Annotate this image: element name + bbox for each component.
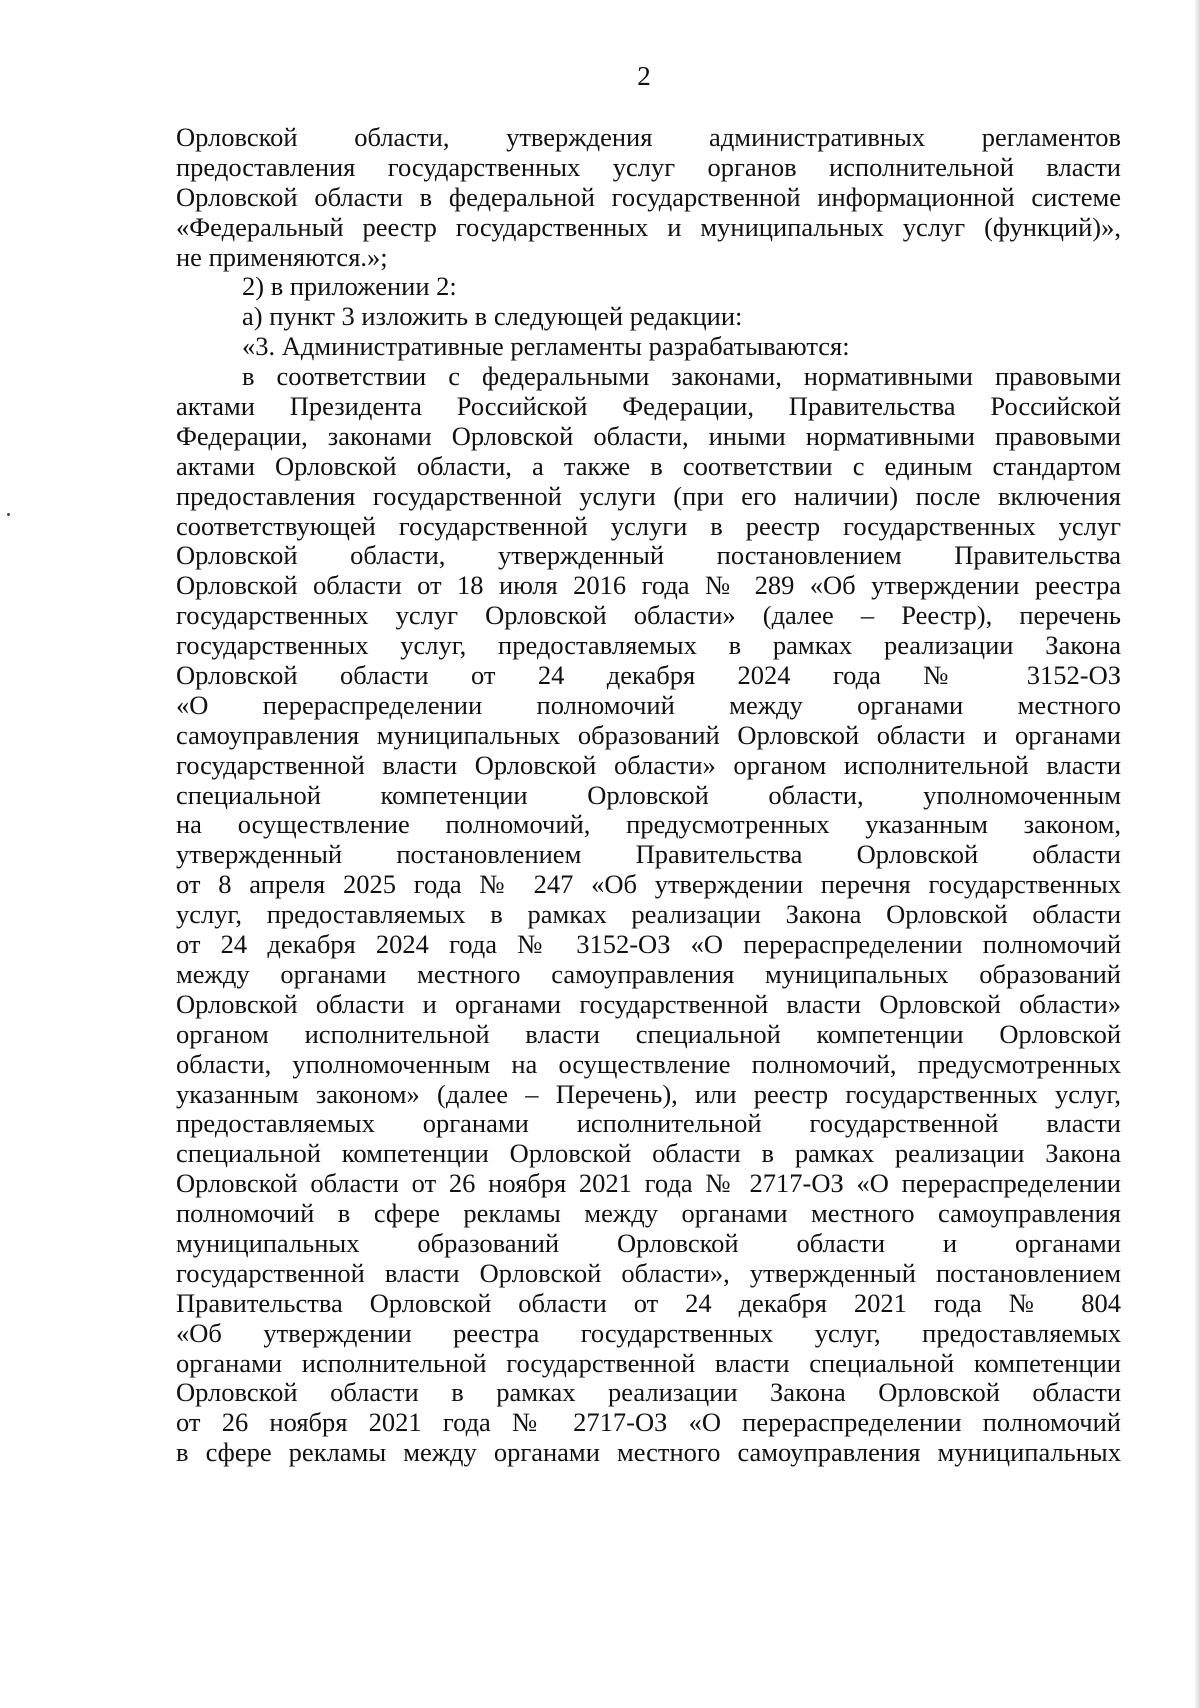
text-line: от 24 декабря 2024 года № 3152-ОЗ «О перераспределении полномочий [176,929,1121,960]
text-line: а) пункт 3 изложить в следующей редакции: [242,301,743,332]
text-line: не применяются.»; [176,241,388,272]
text-line: Орловской области от 26 ноября 2021 года № 2717-ОЗ «О перераспределении [176,1168,1121,1199]
text-line: области, уполномоченным на осуществление полномочий, предусмотренных [176,1048,1121,1079]
scan-edge-shadow [1194,0,1200,1708]
scan-artifact-dot [7,513,10,516]
text-line: Орловской области в федеральной государственной информационной системе [176,181,1121,212]
text-line: на осуществление полномочий, предусмотренных указанным законом, [176,809,1121,840]
text-line: муниципальных образований Орловской области и органами [176,1227,1121,1258]
text-line: органом исполнительной власти специальной компетенции Орловской [176,1018,1121,1049]
document-body [176,123,1121,1468]
text-line: услуг, предоставляемых в рамках реализации Закона Орловской области [176,899,1121,930]
text-line: государственных услуг, предоставляемых в рамках реализации Закона [176,630,1121,661]
text-line: Орловской области, утвержденный постановлением Правительства [176,540,1121,571]
text-line: предоставляемых органами исполнительной государственной власти [176,1108,1121,1139]
text-line: самоуправления муниципальных образований Орловской области и органами [176,719,1121,750]
text-line: указанным законом» (далее – Перечень), или реестр государственных услуг, [176,1078,1121,1109]
text-line: государственной власти Орловской области» органом исполнительной власти [176,749,1121,780]
text-line: органами исполнительной государственной власти специальной компетенции [176,1347,1121,1378]
text-line: Орловской области в рамках реализации Закона Орловской области [176,1377,1121,1408]
text-line: специальной компетенции Орловской области, уполномоченным [176,779,1121,810]
text-line: «Федеральный реестр государственных и муниципальных услуг (функций)», [176,211,1121,242]
text-line: «Об утверждении реестра государственных услуг, предоставляемых [176,1317,1121,1348]
text-line: от 26 ноября 2021 года № 2717-ОЗ «О перераспределении полномочий [176,1407,1121,1438]
text-line: Федерации, законами Орловской области, иными нормативными правовыми [176,420,1121,451]
text-line: «О перераспределении полномочий между органами местного [176,689,1121,720]
text-line: полномочий в сфере рекламы между органами местного самоуправления [176,1198,1121,1229]
text-line: предоставления государственной услуги (при его наличии) после включения [176,480,1121,511]
text-line: Правительства Орловской области от 24 декабря 2021 года № 804 [176,1287,1121,1318]
text-line: Орловской области от 18 июля 2016 года № 289 «Об утверждении реестра [176,570,1121,601]
text-line: Орловской области, утверждения административных регламентов [176,122,1121,152]
text-line: государственных услуг Орловской области» (далее – Реестр), перечень [176,600,1121,631]
text-line: 2) в приложении 2: [242,271,457,302]
text-line: от 8 апреля 2025 года № 247 «Об утверждении перечня государственных [176,869,1121,900]
text-line: между органами местного самоуправления муниципальных образований [176,958,1121,989]
text-line: актами Орловской области, а также в соответствии с единым стандартом [176,450,1121,481]
text-line: соответствующей государственной услуги в реестр государственных услуг [176,510,1121,541]
text-line: государственной власти Орловской области», утвержденный постановлением [176,1257,1121,1288]
text-line: «3. Административные регламенты разрабатываются: [242,331,850,362]
text-line: в сфере рекламы между органами местного самоуправления муниципальных [176,1437,1121,1468]
text-line: Орловской области от 24 декабря 2024 года № 3152-ОЗ [176,660,1121,691]
text-line: актами Президента Российской Федерации, Правительства Российской [176,391,1121,422]
text-line: специальной компетенции Орловской области в рамках реализации Закона [176,1138,1121,1169]
text-line: в соответствии с федеральными законами, нормативными правовыми [242,361,1121,392]
text-line: утвержденный постановлением Правительства Орловской области [176,839,1121,870]
text-line: предоставления государственных услуг органов исполнительной власти [176,151,1121,182]
page-number: 2 [637,61,651,91]
text-line: Орловской области и органами государственной власти Орловской области» [176,988,1121,1019]
